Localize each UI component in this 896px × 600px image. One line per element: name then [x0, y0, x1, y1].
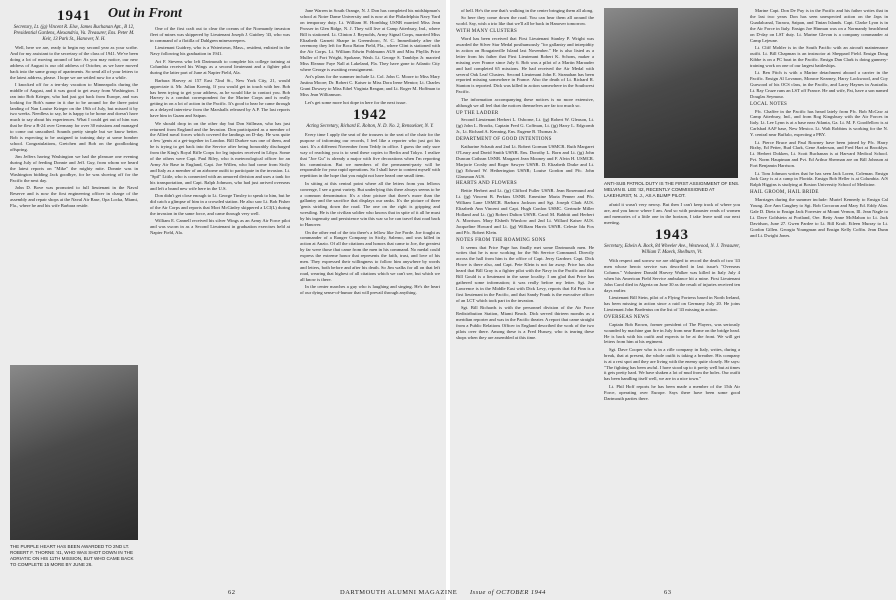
page-gutter	[446, 0, 450, 600]
paragraph: Sgt. Dave Cooper who is in a rifle company in Italy, writes, during a break, that at present, the whole outfit is taking a breather. His company is at a rest spot and they are living with the enemy quite closely. He says: "The fighting has been awful. I have stood up to it pretty well but at times it gets pretty hard. We have shaken a lot of mud from the holes. Our outfit has been handling itself well, we are in a nice town."	[604, 346, 740, 382]
blimp-photo	[604, 8, 738, 178]
paragraph: Let's get some more hot dope in here for the next issue.	[305, 99, 407, 105]
paragraph: Jane Warren in South Orange, N. J. Don has completed his midshipman's school at Notre Dame University and is now at the Philadelphia Navy Yard on temporary duty. Lt. William H. Hornblug USNR married Miss Jean Prosser in Glen Ridge, N. J. They will live at Camp Atterbury, Ind., where Bill is stationed. Lt. Clinton J. Reynolds, Army Signal Corps, married Miss Elizabeth Garnett Sharpe in Greensboro, N. C. Immediately after the ceremony they left for Boca Raton Field, Fla., where Clint is stationed with the Air Corps. Lt. William Edwin Pohlmann AUS and Miss Phyllis Price Muller of Fort Wright, Spokane, Wash. Lt. George S. Tamblyn Jr. married Miss Eleanor Faye Nall at Lakeland, Fla. They have gone to Atlantic City where George is awaiting reassignment.	[300, 8, 440, 73]
class-year-heading: 1943	[655, 227, 689, 244]
subheading: OVERSEAS NEWS	[604, 314, 650, 320]
paragraph: Marine Capt. Don De Puy is in the Pacific and his father writes that in the last two years Don has seen unexpected action on the Japs in Guadalcanal, Tarawa, Saipan, and Tinian Islands. Capt. Clarke Lyon is in the Air Force in Italy. Ensign Joe Hinman was on a Normandy beachhead on D-day on LST duty. Lt. Marine Glevan is a company commander at Camp Lejeune.	[750, 8, 888, 43]
right-column-3	[750, 8, 888, 586]
subheading: WITH MANY CLUSTERS	[456, 29, 518, 35]
paragraph: Bettie Herbert and Lt. (jg) Clifford Fuller USNR. Jean Rosemund and Lt. (jg) Vincent B. Perkins USNR. Ernestine Maria Penner and Pfc. William Lane USMCR. Barbara Jackson and Sgt. Joseph Clark AUS. Elizabeth Ann Vincent and Capt. Hugh Conlon USMC. Gertrude Miller Holland and Lt. (jg) Robert Dalton USNR. Carol M. Babbitt and Herbert A. Morrison. Mary Elsbeth Winslow and 2nd Lt. Willard Kaiser AUS. Jacqueline Howard and Lt. (jg) William Harris USNR. Celeste Ida Fox and Pfc. Robert Klein.	[456, 188, 594, 235]
paragraph: Katharine Schaub and 2nd Lt. Robert Gorman USMCR. Ruth Margaret O'Leary and David Smith USNR. Ens. Dorothy L. Born and Lt. (jg) John Duncan Cothran USNR. Margaret Jean Mooney and F. Alvin H. USMCR. Marjorie Crosby and Roger Sawyer USNR. D. Elizabeth Drake and Lt. (jg) Edward W. Hetherington USNR; Louise Gordon and Pfc. John Glassman AUS.	[456, 144, 594, 179]
paragraph: William E. Cannell received his silver Wings as an Army Air Force pilot and was sworn in as a Second Lieutenant in graduation exercises held at Napier Field, Ala.	[150, 218, 290, 235]
paragraph: One of the first craft out to clear the oceans of the Normandy invasion fleet of mines was skippered by Lieutenant Joseph J. Guidrey '43, who was in command of a flotilla of Dahlgren minesweepers.	[150, 26, 290, 43]
class-year-heading: 1941	[57, 8, 91, 24]
class-officers: Acting Secretary, Richard E. Rolton, N. D. No. 2, Rensselaer, N. Y.	[306, 124, 434, 129]
paragraph: Barbara Harvey at 157 East 72nd St., New York City, 21, would appreciate it. Mr. Julian Koenig. If you would get in touch with her. Bob has been trying to get your address, as he would like to contact you. Bob Harvey is a combat correspondent for the Marine Corps and is really getting in on a lot of action in the Pacific. It's good to hear he came through as a delayed interview from the Marshalls released by A.P. The last reports have him in Guam and Saipan.	[150, 77, 290, 119]
paragraph: The information accompanying these notices is no more extensive, although we all feel that the notices themselves are far too much so.	[456, 96, 594, 108]
subheading: HAIL GROOM, HAIL BRIDE	[750, 190, 819, 196]
paragraph: Word has been received that First Lieutenant Stanley P. Wright was awarded the Silver Star Medal posthumously "for gallantry and intrepidity in action on Bougainville Island last November." He is also listed as a letter from his father that First Lieutenant Robert K. Schons, maker a missing over France since July 6. Bob was a pilot of a Martin Marauder and had completed 65 missions. He had received the Air Medal with several Oak Leaf Clusters. Second Lieutenant John E. Stranahan has been reported missing somewhere in France. Also the death of Lt. Richard R. Stanton is reported. Dick was killed in action somewhere in the Southwest Pacific.	[456, 36, 594, 95]
paragraph: of hell. He's the one that's walking in the center bringing them all along.	[461, 8, 594, 13]
left-column-3	[300, 8, 440, 583]
subheading: UP THE LADDER	[456, 110, 499, 116]
paragraph: In sitting at this central point where all the letters from you fellows converge, I see a great variety. But underlying this there always seems to be a common denominator. It's a clear picture that there's more than the gallantry and the sacrifice that displays our ranks. It's the picture of three 'gents striding down the road. The one on the right is gripping and wrestling. He is the civilian soldier who knows that in spite of it all he must by his ingenuity and persistence win this war so he can travel that road back to Hanover.	[300, 180, 440, 228]
left-column-2	[150, 26, 290, 581]
paragraph: In the center marches a guy who is laughing and singing. He's the heart of our dying sense-of-humor that will prevail through anything.	[300, 284, 440, 296]
subheading: LOCAL NOTES	[750, 101, 788, 107]
subheading: HEARTS AND FLOWERS	[456, 181, 517, 187]
paragraph: Well, here we are, ready to begin my second year as your scribe. And for my assistant to the secretary of the class of 1941. We've been doing a lot of moving around of late: As you may notice, our new address of August is our old address of October, as we have moved back into the same group of apartments. So send all of your letters to the latest address, please. I hope we are settled now for a while.	[10, 45, 138, 80]
paragraph: So here they come down the road. You can hear them all around the world. Say, wish a trio like that we'll all be back in Hanover tomorrow.	[456, 15, 594, 27]
class-year-heading: 1942	[353, 107, 387, 123]
paragraph: Second Lieutenant Herbert L. Osborne, Lt. (jg) Robert W. Gleason, Lt. (jg) John L. Brooks, Captain Fred G. Coffman, Lt. (jg) Harry L. Edgcomb Jr., Lt. Richard A. Kenning, Ens. Eugene B. Thomas Jr.	[456, 117, 594, 135]
paragraph: I knocked off for a ten-day vacation to Minneapolis during the middle of August, and it was good to get away from Washington. I ran into Bob Krieger, who had just got back from Europe, and was looking for Bob's name in it due to be around for the three point landing of Nan Louise Krieger on the 19th of July, but missed it by two weeks. Needless to say, he is happy to be home and doesn't have much to say about his experiences. What I could get out of him was that he flew a B-24 over Germany for over 30 missions and managed to come out unscathed. Sounds pretty simple but we know better. Bob is expecting to be assigned to training duty at some bomber school. Congratulations, Gretchen and Bob on the goodlooking offspring.	[10, 81, 138, 152]
paragraph: John D. Bove was promoted to full lieutenant in the Naval Reserve and is now the first engineering officer in charge of the assembly and repair shops at the Naval Air Base, Opa Locka, Miami, Fla., where he and his wife Barbara reside.	[10, 185, 138, 209]
paragraph: Art's plans for the summer include Lt. Col. John C. Moore to Miss Mary Justina Moore; Dr. Robert C. Kaiser to Miss Dora Irene Mentor; Lt. Charles Grant Dowsey to Miss Ethel Virginia Reagan; and Lt. Roger M. Hoffman to Miss Jean Williamson.	[300, 74, 440, 98]
subheading: NOTES FROM THE ROAMING SONS	[456, 237, 546, 243]
right-column-1	[456, 8, 594, 586]
class-officers: Secretary, Lt. (jg) Vincent R. Else, James Buchanan Apt., B 12, Presidential Gardens, Alexandria, Va. Treasurer, Ens. Peter M. Keir, 13 Park St., Hanover, N. H.	[13, 25, 135, 42]
paragraph: Lt. Phil Hoff reports he has been made a member of the 15th Air Force, operating over Europe. Says there have been some good Dartmouth parties there.	[604, 383, 740, 401]
magazine-title-footer: DARTMOUTH ALUMNI MAGAZINE	[340, 589, 458, 596]
paragraph: Lt. Cliff Mohler is in the South Pacific with an aircraft maintenance outfit. Lt. Bill Chapman is an instructor at Sheppard Field. Ensign Doug Kibbe is on a PC boat in the Pacific. Ensign Dan Clark is doing gunnery-training work on one of our largest battleships.	[750, 44, 888, 68]
issue-date-footer: Issue of OCTOBER 1944	[470, 589, 546, 596]
paragraph: Every time I apply the seat of the trousers to the seat of the chair for the purpose of informing our records, I feel like a reporter who just got his start. It's a different November from Teddy in office. I guess the only sure way of reaching you is to send these copies to Berlin and Tokyo. I realize that "Joe Gu" is already a major with five decorations when I'm reporting his commission. But we members of the permanent-party will be responsible for your rapid operations. So I shall have to content myself with repetition in the hope that you might not have heard one small item.	[300, 132, 440, 179]
paragraph: With respect and sorrow we are obliged to record the death of two '43 men whose heroic service was described in last issue's "Overseas Column." Volunteer Donald Harvey Walker was killed in Italy July 4 when his American Field Service ambulance hit a mine. First Lieutenant John Carol died in Algeria on June 30 as the result of injuries received ten days earlier.	[604, 258, 740, 293]
right-column-2	[604, 202, 740, 586]
paragraph: Jim Jeffers having Washington we had the pleasure one evening during July of feeding Donnie and Jeff. Guy, from whom we heard the latest reports on "Mike" the mighty mite. Donnie was in Washington bidding Jack goodbye, for he was shoving off for the Pacific the next day.	[10, 154, 138, 183]
paragraph: We should drop in on the other day but Don Stillman, who has just returned from England and the Invasion. Don participated as a member of the Allied naval forces which covered the landings on D-day. He was quite a few 'gents at a get-together in London. Bill Durkee was one of them, and he is trying to get back into the Service after being honorably discharged from the King's Royal Rifle Corps for leg injuries received in Libya. Some of the others were Capt. Paul Riley, who is meteorological officer for an Army Air Base in England, Capt. Joe Willen, who had come from Sicily and Italy as a member of an airborne outfit to participate in the invasion. Lt. "Spil" Little, who is connected with an armored division and uses a tank for his transportation, and Capt. Ralph Johnson, who had just arrived overseas and left a brand new wife here in the U.S.	[150, 120, 290, 191]
paragraph: On the other end of the trio there's a fellow like Joe Forde. Joe fought as commander of a Ranger Company in Sicily, Salerno, and was killed in action at Anzio. Of all the citations and honors that came to Joe, the greatest by far were those that came from the men in his command. No medal could express the extreme honor that represents the faith, trust, and love of his men. They expressed their willingness to follow him anywhere by words and letters, both before and after his death. So Jim walks for all on that left road, wearing that highest of all citations which we can't see, but which we all know is there.	[300, 229, 440, 282]
paragraph: afraid it wasn't very newsy. But then I can't keep track of where you are, and you know where I am. And so with postmaster reads of women and memories of a little one in the horizon, I take leave until our next meeting.	[604, 202, 740, 225]
portrait-photo-thorne	[10, 365, 138, 540]
paragraph: Marriages during the summer include: Muriel Kennedy to Ensign Cal Young. Zoe Ann Caughey to Sgt. Bob Corcoran and Mary Ed. Eddy Alan. Gale D. Dietz to Ensign Jack Forrester at Mount Vernon, Ill. Jean Nagle to Lt. Dave Goldstein at Portland, Ore. Betty Anne McMahon to Lt. Jack Davidson, June 27. Gwen Pardee to Lt. Bill Kraft. Eileen Murray to Lt. Gordon Gillen. Georgia Youngman and Ensign Kelly Coffin. Jean Dunn and Lt. Dwight Jones.	[750, 197, 888, 238]
paragraph: Lieutenant Guidrey, who is a Watertown, Mass., resident, enlisted in the Navy following his graduation in 1941.	[150, 45, 290, 57]
page-number-right: 63	[664, 589, 672, 596]
paragraph: Lt. Ben Fitch is with a Marine detachment aboard a carrier in the Pacific. Ensign Al Lovanon, Monroe Kearney, Harry Lockwood, and Coy Gurwood of his OCS class, in the Pacific, and Larry Haynes in Australia. Lt. Ray Cruze runs an LST off France. He and wife, Pat, have a son named Douglas Seymour.	[750, 70, 888, 99]
left-column-1	[10, 8, 138, 358]
paragraph: Pfc. Chaffee in the Pacific has heard lately from Pfc. Bob McCaw at Camp Atterbury, Ind., and from Rog Kingsbury with the Air Forces in Italy. Lt. Lee Lynn is at a base near Atlanta, Ga. Lt. M. F. Goodfellow is at Carlsbad AAF base, New Mexico. Lt. Walt Robbins is working for the N. Y. central near Buffalo, expecting a PBY.	[750, 108, 888, 138]
paragraph: Lt. Tom Johnson writes that he has seen Jack Loren, Coleman. Ensign Jack Gray is at a camp in Florida. Ensign Bob Heller is at Columbia. A/S Ralph Higgins is studying at Boston University School of Medicine.	[750, 170, 888, 188]
paragraph: Don didn't get close enough to Lt. George Tinsley to speak to him, but he did catch a glimpse of him in a crowded station. He also saw Lt. Bob Fisher of the Air Corps and reports that Mort McGinley skippered a LCI(L) during the invasion in the same force, and came through very well.	[150, 192, 290, 216]
paragraph: Lt. Pierce Bruce and Paul Rowney have been joined by Pfc. Harry Bixby, Ed Petter, Bud Clark, Gene Anderson, and Fred Hart at Brooklyn. Lt. Herbert Dokken, Lt. Scott Buchanan is at Harvard Medical School. Pvt. Norm Hauptman and Pvt. Ed Arthur Sherman are on Bill Johnson at Fort Benjamin Harrison.	[750, 139, 888, 169]
paragraph: Sgt. Bill Richards is with the personnel division of the Air Force Redistribution Station, Miami Beach. Dick served thirteen months as a meridian reporter and was in the Pacific theater. A report that came straight from a Public Relations Officer in England described the work of the two pilots over there. Among these is a Fred Hussey, who is tearing these shops when they are assembled at this time.	[456, 305, 594, 340]
paragraph: Captain Bob Brown, former president of The Players, was seriously wounded by machine gun fire in July from near Rome on the bridge head. He is back with his outfit and expects to be at the front. We will get letters from him at his regiment.	[604, 321, 740, 345]
page-number-left: 62	[228, 589, 236, 596]
photo-caption: ANTI-SUB PATROL DUTY IS THE FIRST ASSIGNMENT OF ENS. MELVIN B. LEE '42, RECENTLY COMMISSIONED AT LAKEHURST, N. J., AS A BLIMP PILOT.	[604, 181, 740, 198]
paragraph: It seems that Price Page has finally met some Dartmouth men. He writes that he is now working for the 9th Service Command. Directly across the hall from him is the office of Capt. Jerry Gardner. Capt. Dick Howe is there also, and Capt. Pete Klein is not far away. Price has also heard that Bill Gray is a fighter pilot with the Navy in the Pacific and that Bill Gould is a lieutenant in the same locality. I am glad that Price has gathered some information; it was really before my letter. Sgt. Joe Lawrence is in the Middle East with Dick Levy, reports that Ed Finn is a first lieutenant in the Pacific, and that Sandy Frank is the executive officer of an LCT which took part in the invasion.	[456, 244, 594, 303]
class-officers: Secretary, Edwin A. Bock, 84 Wheeler Ave., Westwood, N. J. Treasurer, William T. Maeck, Shelburn, Vt.	[604, 244, 740, 256]
paragraph: Art F. Stevens who left Dartmouth to complete his college training at Columbia received his Wings as a second lieutenant and a fighter pilot during the latter part of June at Napier Field, Ala.	[150, 58, 290, 76]
subheading: DEPARTMENT OF GOOD INTENTIONS	[456, 137, 552, 143]
section-title-out-in-front: Out in Front	[108, 6, 182, 21]
photo-caption: THE PURPLE HEART HAS BEEN AWARDED TO 2ND LT. ROBERT F. THORNE '41, WHO WAS SHOT DOWN IN THE ADRIATIC ON HIS 11TH MISSION, BUT WHO CAME BACK TO COMPLETE 15 MORE BY JUNE 26.	[10, 544, 134, 567]
paragraph: Lieutenant Bill Stein, pilot of a Flying Fortress based in North Ireland, has been missing in action since a raid on Germany July 20. He joins Lieutenant John Bardenius on the list of '43 missing in action.	[604, 295, 740, 312]
